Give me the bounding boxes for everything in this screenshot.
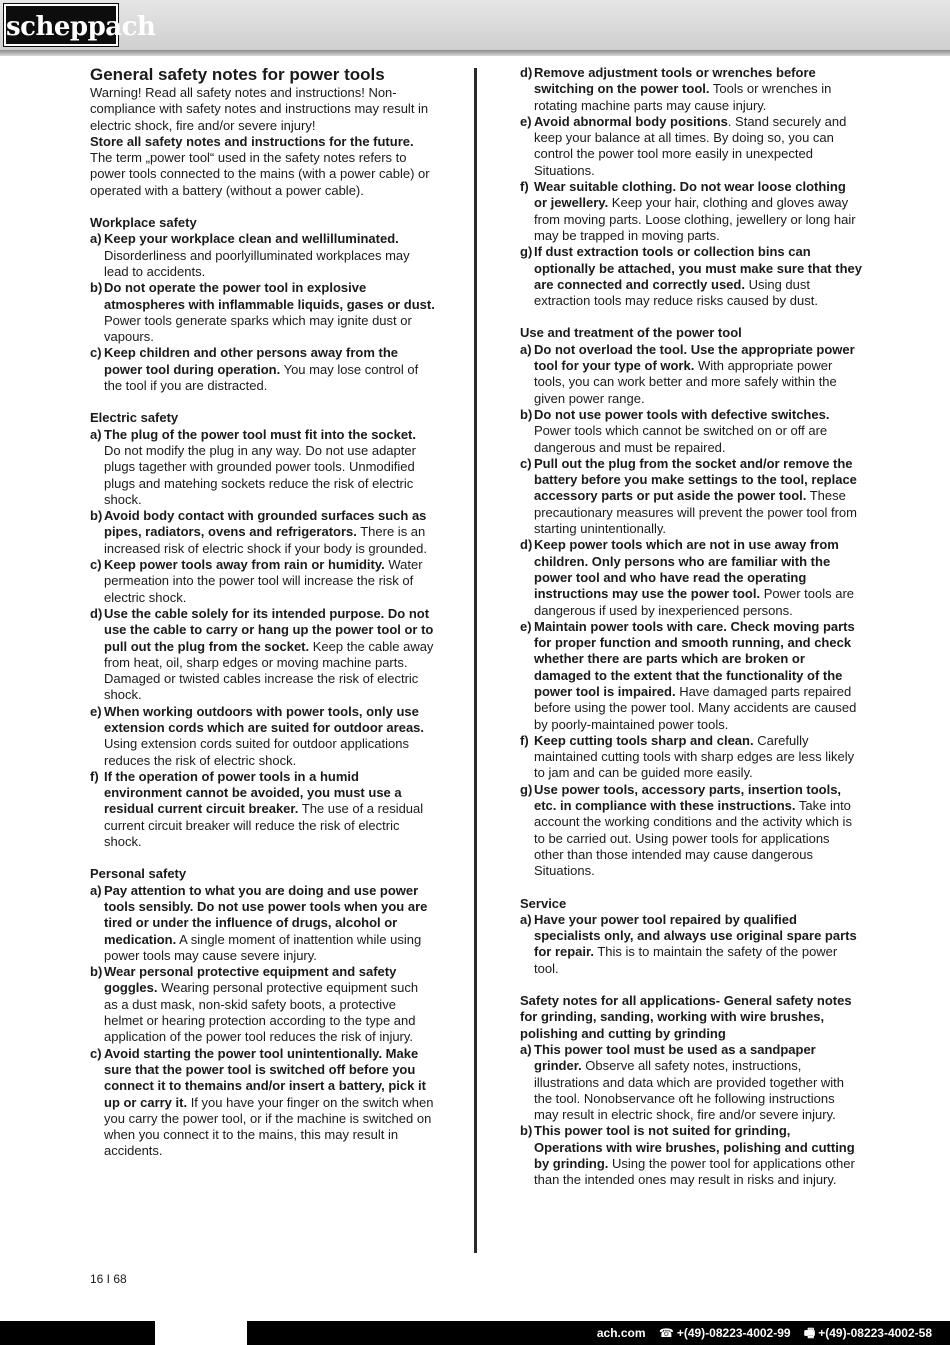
item-text: These precautionary measures will prevent the power tool from starting unintentionally. <box>534 488 857 537</box>
item-label: a) <box>520 1041 532 1057</box>
list-item <box>90 508 435 557</box>
list-item <box>90 1046 435 1160</box>
section-heading: Workplace safety <box>90 215 197 231</box>
item-emphasis: Do not use power tools with defective switches. <box>534 406 830 422</box>
item-label: c) <box>520 455 532 471</box>
item-emphasis: Keep children and other persons away from the power tool during operation. <box>104 345 399 377</box>
phone-icon: ☎ <box>658 1326 674 1340</box>
list-item <box>520 342 862 407</box>
item-label: b) <box>90 508 103 524</box>
intro-warning: Warning! Read all safety notes and instructions! Non-compliance with safety notes and instructions may result in electric shock, fire and/or severe injury! <box>90 85 429 133</box>
footer-website[interactable]: ach.com <box>596 1326 646 1340</box>
item-label: d) <box>520 65 533 80</box>
item-text: Have damaged parts repaired before using the power tool. Many accidents are caused by poorly-maintained power tools. <box>534 683 857 732</box>
item-emphasis: Remove adjustment tools or wrenches before switching on the power tool. <box>534 65 816 97</box>
list-item <box>520 1042 862 1123</box>
item-label: c) <box>90 557 102 573</box>
list-item <box>90 427 435 508</box>
item-text: Power tools which cannot be switched on or off are dangerous and must be repaired. <box>534 423 828 455</box>
list-item <box>90 557 435 606</box>
list-item <box>520 179 862 244</box>
item-text: Do not modify the plug in any way. Do not use adapter plugs tagether with grounded power tools. Unmodified plugs and matehing sockets reduce the risk of electric shock. <box>104 442 416 507</box>
item-emphasis: Keep cutting tools sharp and clean. <box>534 732 754 748</box>
item-text: Observe all safety notes, instructions, illustrations and data which are provided together with the tool. Nonobservance oft he following instructions may result in electric shock, fire and/or severe injury. <box>534 1058 845 1123</box>
footer-phone: +(49)-08223-4002-99 <box>676 1326 791 1340</box>
list-item <box>520 912 862 977</box>
section-heading: Personal safety <box>90 866 187 882</box>
item-text: A single moment of inattention while using power tools may cause severe injury. <box>104 931 422 963</box>
section-heading: Use and treatment of the power tool <box>520 325 742 341</box>
item-emphasis: Avoid starting the power tool unintentionally. Make sure that the power tool is switched off before you connect it to themains and/or insert a battery, pick it up or carry it. <box>104 1045 426 1110</box>
footer-gap <box>155 1321 247 1345</box>
item-emphasis: Maintain power tools with care. Check moving parts for proper function and smooth running, and check whether there are parts which are broken or damaged to the extent that the functionality of the power tool is impaired. <box>534 618 855 699</box>
list-item <box>520 65 862 114</box>
item-label: b) <box>520 1123 533 1139</box>
item-label: e) <box>90 703 102 719</box>
item-emphasis: When working outdoors with power tools, only use extension cords which are suited for outdoor areas. <box>104 703 425 735</box>
item-emphasis: Avoid abnormal body positions <box>534 113 728 129</box>
list-item <box>90 606 435 704</box>
section-heading: Safety notes for all applications- General safety notes for grinding, sanding, working with wire brushes, polishing and cutting by grinding <box>520 993 852 1041</box>
item-text: If you have your finger on the switch when you carry the power tool, or if the machine is switched on when you connect it to the mains, this may result in accidents. <box>104 1094 434 1159</box>
item-label: a) <box>90 426 102 442</box>
section-workplace-safety <box>90 215 435 394</box>
list-item <box>90 345 435 394</box>
item-label: b) <box>520 406 533 422</box>
item-label: g) <box>520 244 533 260</box>
section-grinding-safety <box>520 993 862 1189</box>
item-label: a) <box>520 911 532 927</box>
item-emphasis: Use power tools, accessory parts, insertion tools, etc. in compliance with these instructions. <box>534 781 842 814</box>
item-emphasis: Wear suitable clothing. Do not wear loose clothing or jewellery. <box>534 179 846 211</box>
list-item <box>520 114 862 179</box>
list-item <box>520 782 862 880</box>
right-column <box>520 65 862 1189</box>
item-text: Take into account the working conditions and the activity which is to be carried out. Using power tools for applications other than those intended may cause dangerous Situations. <box>534 798 852 879</box>
list-item <box>90 964 435 1045</box>
section-use-and-treatment <box>520 325 862 879</box>
intro-term-definition: The term „power tool“ used in the safety notes refers to power tools connected to the mains (with a power cable) or operated with a battery (without a power cable). <box>90 150 430 198</box>
item-text: Power tools are dangerous if used by inexperienced persons. <box>534 586 855 618</box>
item-text: Keep the cable away from heat, oil, sharp edges or moving machine parts. Damaged or twisted cables increase the risk of electric shock. <box>104 638 434 703</box>
item-label: a) <box>520 341 532 357</box>
item-emphasis: If dust extraction tools or collection bins can optionally be attached, you must make sure that they are connected and correctly used. <box>534 244 862 292</box>
item-label: d) <box>520 537 533 553</box>
item-label: e) <box>520 113 532 129</box>
item-emphasis: Keep your workplace clean and wellilluminated. <box>104 231 399 247</box>
list-item <box>520 456 862 537</box>
item-emphasis: Keep power tools which are not in use away from children. Only persons who are familiar with the power tool and who have read the operating instructions may use the power tool. <box>534 537 839 602</box>
list-item <box>90 231 435 280</box>
list-item <box>520 537 862 618</box>
item-label: a) <box>90 882 102 898</box>
item-emphasis: Do not operate the power tool in explosive atmospheres with inflammable liquids, gases or dust. <box>104 280 435 312</box>
item-text: Disorderliness and poorlyilluminated workplaces may lead to accidents. <box>104 247 410 279</box>
item-text: Tools or wrenches in rotating machine parts may cause injury. <box>534 81 832 113</box>
item-label: f) <box>520 179 529 195</box>
item-emphasis: Pay attention to what you are doing and use power tools sensibly. Do not use power tools when you are tired or under the influence of drugs, alcohol or medication. <box>104 882 428 947</box>
section-electric-safety <box>90 410 435 850</box>
page-number: 16 I 68 <box>90 1272 127 1286</box>
page-title: General safety notes for power tools <box>90 65 385 84</box>
item-emphasis: The plug of the power tool must fit into the socket. <box>104 426 416 442</box>
item-emphasis: Do not overload the tool. Use the appropriate power tool for your type of work. <box>534 341 855 374</box>
item-text: The use of a residual current circuit breaker will reduce the risk of electric shock. <box>104 801 424 850</box>
item-label: e) <box>520 618 532 634</box>
list-item <box>520 733 862 782</box>
item-emphasis: If the operation of power tools in a humid environment cannot be avoided, you must use a residual current circuit breaker. <box>104 768 402 817</box>
item-emphasis: Pull out the plug from the socket and/or remove the battery before you make settings to the tool, replace accessory parts or put aside the power tool. <box>534 455 857 504</box>
item-emphasis: Avoid body contact with grounded surfaces such as pipes, radiators, ovens and refrigerators. <box>104 508 427 540</box>
item-text: There is an increased risk of electric shock if your body is grounded. <box>104 524 427 556</box>
item-label: b) <box>90 964 103 980</box>
left-column <box>90 65 435 1160</box>
footer-fax: +(49)-08223-4002-58 <box>818 1326 932 1340</box>
item-emphasis: Wear personal protective equipment and safety goggles. <box>104 964 397 996</box>
fax-icon: 🖷 <box>803 1326 816 1340</box>
item-text: . Stand securely and keep your balance at all times. By doing so, you can control the power tool more easily in unexpected Situations. <box>534 113 847 178</box>
item-text: Using dust extraction tools may reduce risks caused by dust. <box>534 276 818 309</box>
list-item <box>90 280 435 345</box>
list-item <box>90 769 435 850</box>
section-heading: Electric safety <box>90 410 179 426</box>
item-label: f) <box>520 732 529 748</box>
section-personal-safety <box>90 866 435 1159</box>
item-emphasis: This power tool must be used as a sandpaper grinder. <box>534 1041 816 1074</box>
item-text: With appropriate power tools, you can work better and more safely within the given power range. <box>534 358 837 406</box>
header-divider <box>0 50 950 56</box>
section-personal-safety-continued <box>520 65 862 309</box>
item-text: You may lose control of the tool if you are distracted. <box>104 361 419 394</box>
list-item <box>520 407 862 456</box>
item-emphasis: Use the cable solely for its intended purpose. Do not use the cable to carry or hang up the power tool or to pull out the plug from the socket. <box>104 605 434 654</box>
item-emphasis: This power tool is not suited for grinding, Operations with wire brushes, polishing and cutting by grinding. <box>534 1123 855 1171</box>
item-text: This is to maintain the safety of the power tool. <box>534 944 838 976</box>
section-service <box>520 896 862 977</box>
intro-store-note: Store all safety notes and instructions for the future. <box>90 133 414 149</box>
item-label: a) <box>90 231 102 247</box>
footer-contact <box>587 1321 932 1345</box>
item-label: d) <box>90 605 103 621</box>
list-item <box>520 1123 862 1188</box>
item-text: Power tools generate sparks which may ignite dust or vapours. <box>104 312 412 345</box>
item-text: Carefully maintained cutting tools with sharp edges are less likely to jam and can be guided more easily. <box>534 732 855 781</box>
list-item <box>520 619 862 733</box>
item-label: f) <box>90 768 99 784</box>
list-item <box>90 704 435 769</box>
item-text: Using the power tool for applications other than the intended ones may result in risks and injury. <box>534 1156 855 1188</box>
section-heading: Service <box>520 895 567 911</box>
item-text: Wearing personal protective equipment such as a dust mask, non-skid safety boots, a protective helmet or hearing protection according to the type and application of the power tool reduces the risk of injury. <box>104 980 419 1045</box>
item-label: g) <box>520 781 533 797</box>
item-text: Water permeation into the power tool will increase the risk of electric shock. <box>104 557 423 605</box>
item-emphasis: Keep power tools away from rain or humidity. <box>104 557 385 573</box>
item-text: Using extension cords suited for outdoor applications reduces the risk of electric shock. <box>104 736 409 768</box>
column-divider <box>474 68 477 1253</box>
brand-logo: scheppach <box>4 4 118 46</box>
item-label: c) <box>90 345 102 361</box>
item-text: Keep your hair, clothing and gloves away from moving parts. Loose clothing, jewellery or long hair may be trapped in moving parts. <box>534 195 856 243</box>
item-label: c) <box>90 1045 102 1061</box>
item-emphasis: Have your power tool repaired by qualified specialists only, and always use original spare parts for repair. <box>534 911 857 960</box>
list-item <box>90 883 435 964</box>
item-label: b) <box>90 280 103 296</box>
list-item <box>520 244 862 309</box>
